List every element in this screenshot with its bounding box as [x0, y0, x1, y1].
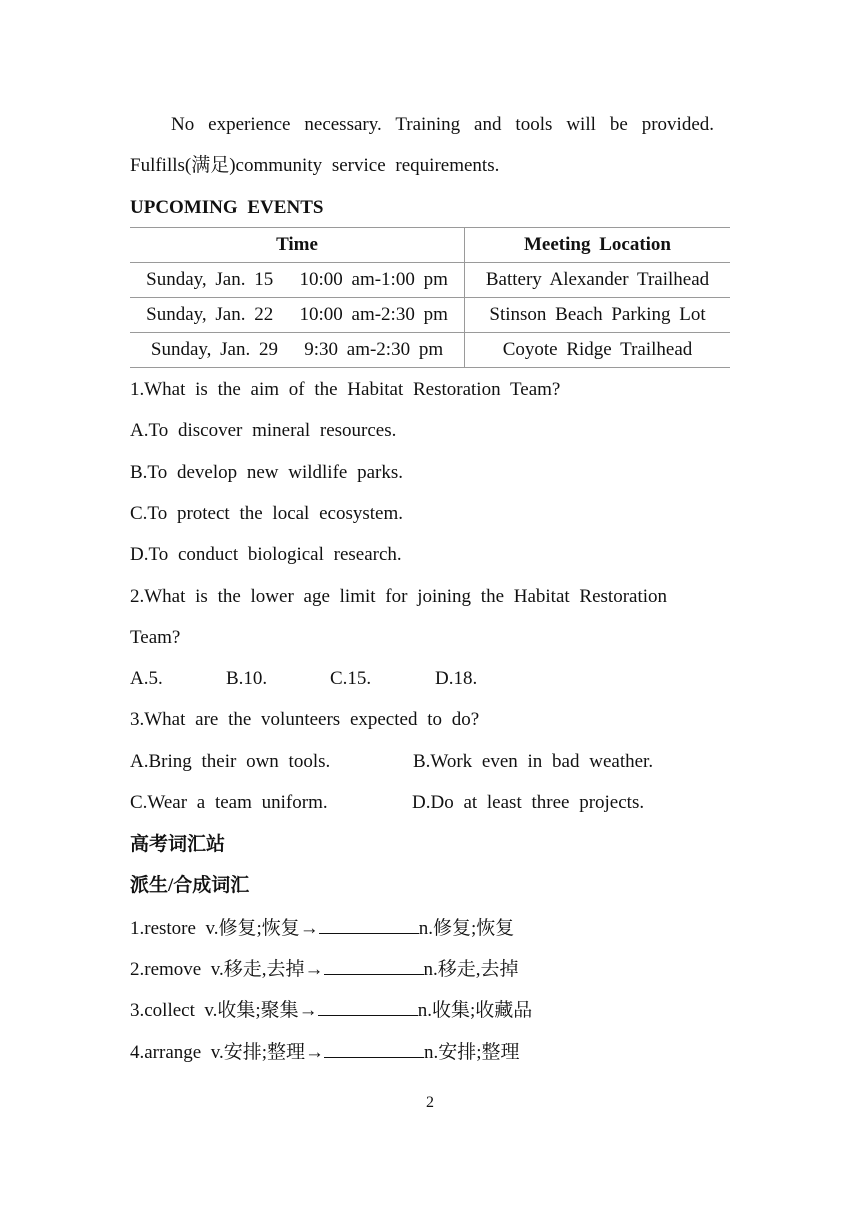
question-2-stem-line-2: Team?	[130, 627, 181, 648]
vocab-item-meaning: n.移走,去掉	[423, 959, 519, 980]
event-location: Coyote Ridge Trailhead	[465, 333, 731, 368]
vocab-item-meaning: n.修复;恢复	[418, 918, 515, 939]
question-2-stem-line-1: 2.What is the lower age limit for joining the Habitat Restoration	[130, 586, 668, 607]
vocab-item-prompt: 3.collect v.收集;聚集→	[130, 1000, 318, 1021]
question-3-stem: 3.What are the volunteers expected to do?	[130, 709, 480, 730]
location-header: Meeting Location	[465, 228, 731, 263]
event-location: Stinson Beach Parking Lot	[465, 298, 731, 333]
vocab-item-1	[130, 915, 514, 941]
question-2-option-d: D.18.	[435, 668, 478, 689]
vocab-item-meaning: n.安排;整理	[424, 1042, 520, 1063]
answer-blank[interactable]	[324, 1039, 424, 1058]
answer-blank[interactable]	[319, 915, 419, 934]
answer-blank[interactable]	[324, 956, 424, 975]
question-2-option-a: A.5.	[130, 668, 163, 689]
question-2-option-b: B.10.	[226, 668, 268, 689]
time-header: Time	[130, 228, 465, 263]
vocab-item-4	[130, 1039, 520, 1065]
vocab-item-2	[130, 956, 519, 982]
question-3-option-d: D.Do at least three projects.	[412, 792, 645, 813]
vocab-item-prompt: 4.arrange v.安排;整理→	[130, 1042, 324, 1063]
table-header-row	[130, 228, 730, 263]
vocab-item-meaning: n.收集;收藏品	[417, 1000, 533, 1021]
vocab-item-prompt: 1.restore v.修复;恢复→	[130, 918, 319, 939]
event-time: Sunday, Jan. 22 10:00 am-2:30 pm	[130, 298, 465, 333]
answer-blank[interactable]	[318, 997, 418, 1016]
question-3-option-c: C.Wear a team uniform.	[130, 792, 328, 813]
table-row	[130, 333, 730, 368]
intro-line-2: Fulfills(满足)community service requirements.	[130, 155, 500, 176]
question-1-stem: 1.What is the aim of the Habitat Restoration Team?	[130, 379, 561, 400]
intro-line-1: No experience necessary. Training and tools will be provided.	[171, 114, 714, 135]
vocab-item-prompt: 2.remove v.移走,去掉→	[130, 959, 324, 980]
vocab-item-3	[130, 997, 532, 1023]
question-2-option-c: C.15.	[330, 668, 372, 689]
question-1-option-c: C.To protect the local ecosystem.	[130, 503, 403, 524]
question-3-option-b: B.Work even in bad weather.	[413, 751, 654, 772]
events-table	[130, 227, 730, 368]
event-time: Sunday, Jan. 29 9:30 am-2:30 pm	[130, 333, 465, 368]
event-location: Battery Alexander Trailhead	[465, 263, 731, 298]
question-3-option-a: A.Bring their own tools.	[130, 751, 331, 772]
question-1-option-a: A.To discover mineral resources.	[130, 420, 397, 441]
event-time: Sunday, Jan. 15 10:00 am-1:00 pm	[130, 263, 465, 298]
events-heading: UPCOMING EVENTS	[130, 197, 324, 218]
question-1-option-b: B.To develop new wildlife parks.	[130, 462, 404, 483]
table-row	[130, 298, 730, 333]
vocab-subtitle: 派生/合成词汇	[130, 875, 250, 896]
question-1-option-d: D.To conduct biological research.	[130, 544, 402, 565]
vocab-title: 高考词汇站	[130, 834, 226, 855]
table-row	[130, 263, 730, 298]
page-number: 2	[426, 1094, 434, 1111]
